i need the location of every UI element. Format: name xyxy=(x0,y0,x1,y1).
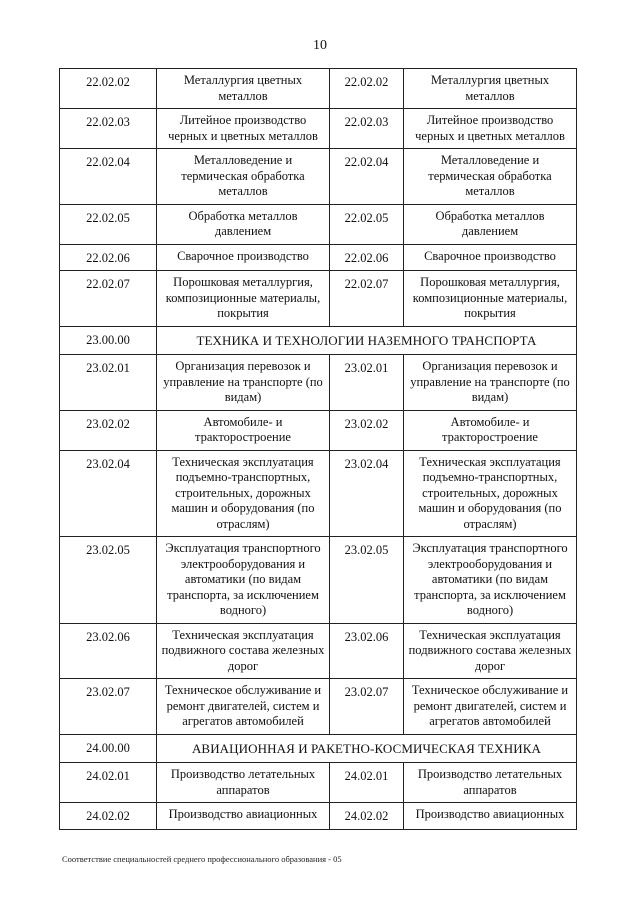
new-name-cell: Производство авиационных xyxy=(404,803,577,830)
old-code-cell: 23.02.01 xyxy=(60,355,157,411)
footer-note: Соответствие специальностей среднего профессионального образования - 05 xyxy=(62,854,342,864)
old-code-cell: 24.02.01 xyxy=(60,763,157,803)
old-code-cell: 22.02.07 xyxy=(60,271,157,327)
table-row xyxy=(60,69,577,109)
old-code-cell: 22.02.05 xyxy=(60,204,157,244)
old-code-cell: 22.02.03 xyxy=(60,109,157,149)
old-name-cell: Техническое обслуживание и ремонт двигателей, систем и агрегатов автомобилей xyxy=(157,679,330,735)
old-code-cell: 23.02.05 xyxy=(60,537,157,624)
new-name-cell: Производство летательных аппаратов xyxy=(404,763,577,803)
new-name-cell: Порошковая металлургия, композиционные материалы, покрытия xyxy=(404,271,577,327)
old-code-cell: 23.02.06 xyxy=(60,623,157,679)
table-row xyxy=(60,679,577,735)
new-code-cell: 22.02.02 xyxy=(330,69,404,109)
table-row xyxy=(60,763,577,803)
table-row xyxy=(60,803,577,830)
specialty-table-body xyxy=(60,69,577,830)
old-code-cell: 22.02.02 xyxy=(60,69,157,109)
table-row xyxy=(60,271,577,327)
old-code-cell: 24.02.02 xyxy=(60,803,157,830)
table-row xyxy=(60,410,577,450)
table-row xyxy=(60,537,577,624)
section-title: ТЕХНИКА И ТЕХНОЛОГИИ НАЗЕМНОГО ТРАНСПОРТА xyxy=(157,326,577,355)
new-code-cell: 23.02.05 xyxy=(330,537,404,624)
new-name-cell: Эксплуатация транспортного электрооборудования и автоматики (по видам транспорта, за исключением водного) xyxy=(404,537,577,624)
table-row xyxy=(60,355,577,411)
table-row xyxy=(60,450,577,537)
old-name-cell: Организация перевозок и управление на транспорте (по видам) xyxy=(157,355,330,411)
table-row xyxy=(60,623,577,679)
old-code-cell: 23.02.02 xyxy=(60,410,157,450)
new-name-cell: Обработка металлов давлением xyxy=(404,204,577,244)
old-name-cell: Порошковая металлургия, композиционные материалы, покрытия xyxy=(157,271,330,327)
old-name-cell: Производство летательных аппаратов xyxy=(157,763,330,803)
new-name-cell: Металлургия цветных металлов xyxy=(404,69,577,109)
new-name-cell: Организация перевозок и управление на транспорте (по видам) xyxy=(404,355,577,411)
old-name-cell: Эксплуатация транспортного электрооборудования и автоматики (по видам транспорта, за исключением водного) xyxy=(157,537,330,624)
specialty-table xyxy=(59,68,577,830)
new-code-cell: 23.02.01 xyxy=(330,355,404,411)
new-code-cell: 22.02.04 xyxy=(330,149,404,205)
new-code-cell: 23.02.04 xyxy=(330,450,404,537)
section-title: АВИАЦИОННАЯ И РАКЕТНО-КОСМИЧЕСКАЯ ТЕХНИКА xyxy=(157,734,577,763)
new-code-cell: 22.02.03 xyxy=(330,109,404,149)
old-name-cell: Металловедение и термическая обработка металлов xyxy=(157,149,330,205)
old-code-cell: 22.02.04 xyxy=(60,149,157,205)
table-row xyxy=(60,149,577,205)
old-name-cell: Техническая эксплуатация подъемно-транспортных, строительных, дорожных машин и оборудования (по отраслям) xyxy=(157,450,330,537)
old-code-cell: 22.02.06 xyxy=(60,244,157,271)
new-name-cell: Техническая эксплуатация подъемно-транспортных, строительных, дорожных машин и оборудования (по отраслям) xyxy=(404,450,577,537)
old-name-cell: Обработка металлов давлением xyxy=(157,204,330,244)
old-code-cell: 23.02.04 xyxy=(60,450,157,537)
old-name-cell: Производство авиационных xyxy=(157,803,330,830)
new-name-cell: Техническая эксплуатация подвижного состава железных дорог xyxy=(404,623,577,679)
new-name-cell: Металловедение и термическая обработка металлов xyxy=(404,149,577,205)
new-code-cell: 23.02.02 xyxy=(330,410,404,450)
new-code-cell: 22.02.05 xyxy=(330,204,404,244)
new-code-cell: 23.02.07 xyxy=(330,679,404,735)
section-row xyxy=(60,326,577,355)
old-name-cell: Металлургия цветных металлов xyxy=(157,69,330,109)
section-code: 24.00.00 xyxy=(60,734,157,763)
new-name-cell: Автомобиле- и тракторостроение xyxy=(404,410,577,450)
old-code-cell: 23.02.07 xyxy=(60,679,157,735)
new-name-cell: Сварочное производство xyxy=(404,244,577,271)
new-name-cell: Литейное производство черных и цветных металлов xyxy=(404,109,577,149)
old-name-cell: Автомобиле- и тракторостроение xyxy=(157,410,330,450)
new-code-cell: 24.02.01 xyxy=(330,763,404,803)
section-row xyxy=(60,734,577,763)
old-name-cell: Сварочное производство xyxy=(157,244,330,271)
old-name-cell: Техническая эксплуатация подвижного состава железных дорог xyxy=(157,623,330,679)
table-row xyxy=(60,204,577,244)
section-code: 23.00.00 xyxy=(60,326,157,355)
old-name-cell: Литейное производство черных и цветных металлов xyxy=(157,109,330,149)
new-code-cell: 24.02.02 xyxy=(330,803,404,830)
new-code-cell: 23.02.06 xyxy=(330,623,404,679)
table-row xyxy=(60,109,577,149)
new-name-cell: Техническое обслуживание и ремонт двигателей, систем и агрегатов автомобилей xyxy=(404,679,577,735)
new-code-cell: 22.02.07 xyxy=(330,271,404,327)
table-row xyxy=(60,244,577,271)
page-number: 10 xyxy=(313,38,327,53)
new-code-cell: 22.02.06 xyxy=(330,244,404,271)
